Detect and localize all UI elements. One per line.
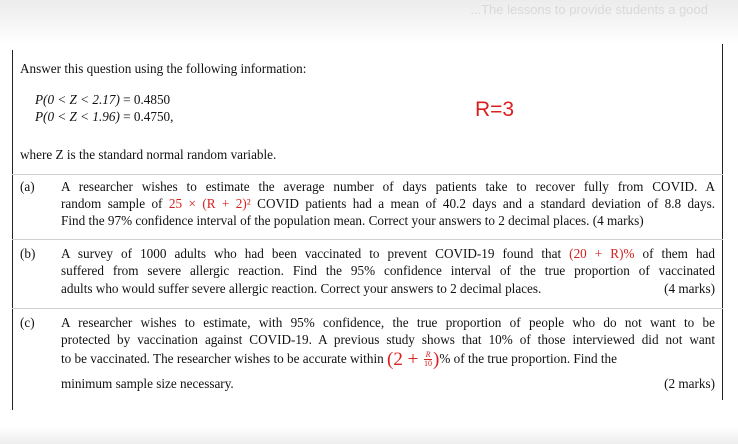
bottom-fade-strip bbox=[0, 426, 738, 444]
question-c-marks: (2 marks) bbox=[664, 376, 715, 391]
question-c-label: (c) bbox=[20, 315, 35, 330]
given-probability-1: P(0 < Z < 2.17) = 0.4850 bbox=[35, 92, 171, 107]
right-margin-rule bbox=[722, 44, 723, 400]
question-c-line-4: minimum sample size necessary. (2 marks) bbox=[61, 376, 715, 391]
question-b-line-1: A survey of 1000 adults who had been vaccinated to prevent COVID-19 found that (20 + R)% of them had bbox=[61, 246, 715, 261]
intro-text: Answer this question using the following information: bbox=[20, 61, 307, 76]
question-c-line-1: A researcher wishes to estimate, with 95% confidence, the true proportion of people who do not want to be bbox=[61, 315, 715, 330]
question-a-line-2: random sample of 25 × (R + 2)² COVID patients had a mean of 40.2 days and a standard deviation of 8.8 days. bbox=[61, 196, 716, 211]
question-a-sample-size-expr: 25 × (R + 2)² bbox=[168, 196, 251, 211]
where-statement: where Z is the standard normal random variable. bbox=[20, 147, 277, 162]
question-b-label: (b) bbox=[20, 246, 36, 261]
r-value-annotation: R=3 bbox=[475, 98, 515, 121]
question-c-line-3: to be vaccinated. The researcher wishes to be accurate within (2 + $\frac{R}{10}$ )% of the true proportion. Find the bbox=[61, 349, 618, 370]
question-b-line-2: suffered from severe allergic reaction. Find the 95% confidence interval of the true proportion of vaccinated bbox=[61, 263, 715, 278]
question-a-line-3: Find the 97% confidence interval of the population mean. Correct your answers to 2 decimal places. (4 marks) bbox=[61, 213, 644, 228]
separator-a bbox=[12, 174, 723, 175]
separator-c bbox=[12, 308, 723, 309]
given-probability-2: P(0 < Z < 1.96) = 0.4750, bbox=[35, 109, 174, 124]
question-b-marks: (4 marks) bbox=[664, 281, 715, 296]
separator-b bbox=[12, 239, 723, 240]
question-c-accuracy-expr: (2 + $\frac{R}{10}$ ) bbox=[387, 349, 440, 370]
question-a-line-1: A researcher wishes to estimate the average number of days patients take to recover fully from COVID. A bbox=[61, 179, 715, 194]
question-b-line-3: adults who would suffer severe allergic reaction. Correct your answers to 2 decimal places. (4 marks) bbox=[61, 281, 715, 296]
question-b-percent-expr: (20 + R)% bbox=[569, 246, 635, 261]
left-margin-rule bbox=[12, 50, 13, 410]
question-a-label: (a) bbox=[20, 179, 35, 194]
faded-header-text: ...The lessons to provide students a good bbox=[470, 2, 708, 17]
question-c-line-2: protected by vaccination against COVID-19. A previous study shows that 10% of those interviewed did not want bbox=[61, 332, 715, 347]
